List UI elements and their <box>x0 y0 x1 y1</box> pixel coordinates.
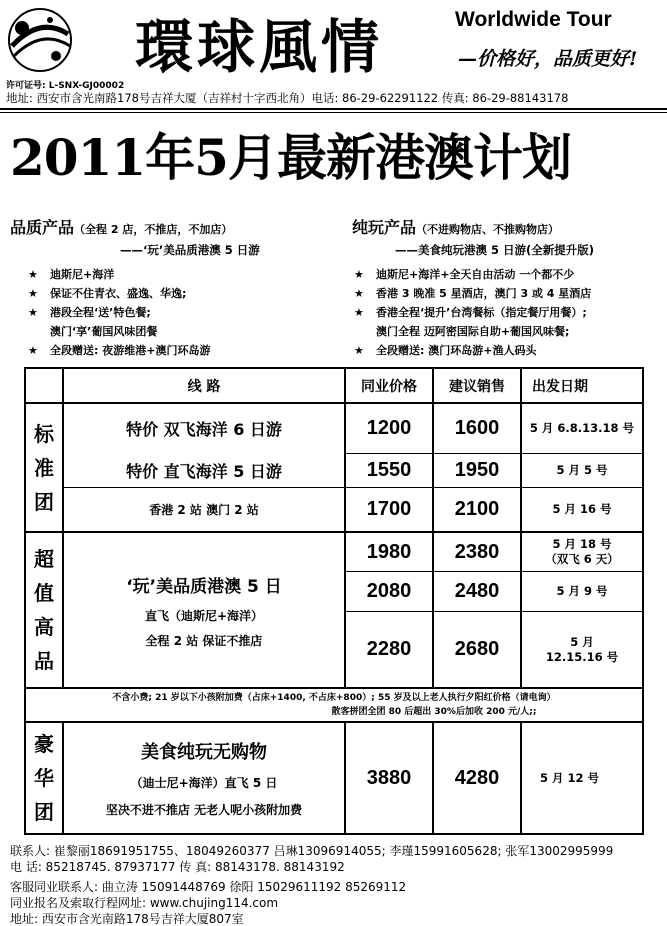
group-premium-label: 超值高品 <box>34 547 54 673</box>
list-item <box>354 304 591 323</box>
feature-text: 香港全程‘提升’台湾餐标（指定餐厅用餐）; <box>376 306 587 319</box>
group-standard <box>26 404 62 531</box>
list-item <box>28 304 210 323</box>
feature-text: 迪斯尼+海洋 <box>50 268 115 281</box>
luxury-route-line3: 坚决不进不推店 无老人呢小孩附加费 <box>105 803 303 817</box>
peer-price: 1980 <box>366 540 412 563</box>
peer-price: 3880 <box>366 766 412 789</box>
date-note: 12.15.16 号 <box>545 649 619 664</box>
feature-text: 澳门‘享’葡国风味团餐 <box>50 325 158 338</box>
date-line: 5 月 <box>570 634 594 649</box>
group-standard-label: 标准团 <box>34 421 54 514</box>
route-luxury <box>64 723 344 833</box>
peer-price: 1200 <box>366 417 412 439</box>
note-line-1: 不含小费; 21 岁以下小孩附加费（占床+1400, 不占床+800）; 55 岁及以上老人执行夕阳红价格（请电询） <box>112 693 556 703</box>
left-col-title-text: 品质产品 <box>10 218 75 237</box>
header-divider <box>0 108 667 110</box>
left-col-title-note: （全程 2 店，不推店，不加店） <box>74 223 233 236</box>
slogan: —价格好，品质更好! <box>458 48 638 70</box>
footer-service: 客服同业联系人: 曲立涛 15091448769 徐阳 15029611192 85269112 <box>10 880 407 894</box>
retail-price: 4280 <box>454 766 500 789</box>
route-premium <box>64 533 344 687</box>
header-retail-price: 建议销售 <box>449 378 505 395</box>
main-title: 2011年5月最新港澳计划 <box>10 128 571 187</box>
star-icon: ★ <box>28 287 38 300</box>
header-divider-thin <box>0 112 667 113</box>
route-standard-1: 特价 双飞海洋 6 日游 <box>126 420 282 439</box>
departure-date: 5 月 12 号 <box>540 770 600 785</box>
departure-date: 5 月 5 号 <box>556 463 608 477</box>
left-feature-list <box>28 266 210 361</box>
header-address: 地址: 西安市含光南路178号吉祥大厦（吉祥村十字西北角）电话: 86-29-62291122 传真: 86-29-88143178 <box>6 91 569 105</box>
retail-price: 2100 <box>454 498 500 520</box>
header-peer-price: 同业价格 <box>361 378 417 395</box>
retail-price: 1600 <box>454 417 500 439</box>
list-item <box>28 266 210 285</box>
departure-date: 5 月 16 号 <box>552 502 612 516</box>
peer-price: 1700 <box>366 498 412 520</box>
list-item <box>28 342 210 361</box>
departure-date: 5 月 9 号 <box>556 584 608 598</box>
list-item <box>28 285 210 304</box>
feature-text: 澳门全程 迈阿密国际自助+葡国风味餐; <box>376 325 570 338</box>
feature-text: 全段赠送: 夜游维港+澳门环岛游 <box>50 344 211 357</box>
right-col-subhead: ——美食纯玩港澳 5 日游(全新提升版) <box>395 243 595 257</box>
star-icon: ★ <box>28 344 38 357</box>
departure-date <box>522 533 642 571</box>
retail-price: 2680 <box>454 638 500 660</box>
left-col-title <box>10 215 232 238</box>
star-icon: ★ <box>354 287 364 300</box>
globe-logo-icon <box>6 6 74 74</box>
note-line-2: 散客拼团全团 80 后超出 30%后加收 200 元/人;; <box>331 707 537 717</box>
footer-contacts: 联系人: 崔黎丽18691951755、18049260377 吕琳13096914055; 李瑾15991605628; 张军13002995999 <box>10 844 614 858</box>
peer-price: 2280 <box>366 638 412 660</box>
footer-address: 地址: 西安市含光南路178号吉祥大厦807室 <box>10 912 244 926</box>
brand-name-en: Worldwide Tour <box>455 8 612 31</box>
right-feature-list <box>354 266 591 361</box>
feature-text: 保证不住青衣、盛逸、华逸; <box>50 287 187 300</box>
star-icon: ★ <box>28 268 38 281</box>
departure-date: 5 月 6.8.13.18 号 <box>529 421 635 435</box>
list-item <box>354 323 591 342</box>
departure-date <box>522 612 642 687</box>
retail-price: 2480 <box>454 580 500 602</box>
list-item <box>28 323 210 342</box>
header-route: 线 路 <box>187 378 221 395</box>
footer-website: 同业报名及索取行程网址: www.chujing114.com <box>10 896 279 910</box>
license-number: 许可证号: L-SNX-GJ00002 <box>6 81 125 91</box>
list-item <box>354 342 591 361</box>
feature-text: 迪斯尼+海洋+全天自由活动 一个都不少 <box>376 268 575 281</box>
feature-text: 全段赠送: 澳门环岛游+渔人码头 <box>376 344 537 357</box>
route-standard-3: 香港 2 站 澳门 2 站 <box>149 503 259 517</box>
luxury-route-line2: （迪士尼+海洋）直飞 5 日 <box>130 776 278 790</box>
date-note: （双飞 6 天） <box>545 552 619 566</box>
right-col-title <box>352 215 559 238</box>
table-notes <box>26 689 642 721</box>
peer-price: 2080 <box>366 580 412 602</box>
header-departure-date: 出发日期 <box>532 378 588 395</box>
right-col-title-text: 纯玩产品 <box>352 218 417 237</box>
list-item <box>354 285 591 304</box>
premium-route-line3: 全程 2 站 保证不推店 <box>145 633 263 648</box>
peer-price: 1550 <box>366 459 412 481</box>
group-luxury <box>26 723 62 833</box>
brand-name-cn: 環球風情 <box>135 13 384 81</box>
feature-text: 港段全程‘送’特色餐; <box>50 306 151 319</box>
route-standard-2: 特价 直飞海洋 5 日游 <box>126 462 282 481</box>
group-luxury-label: 豪华团 <box>34 732 54 824</box>
star-icon: ★ <box>354 306 364 319</box>
date-line: 5 月 18 号 <box>552 537 612 551</box>
footer-phone: 电 话: 85218745. 87937177 传 真: 88143178. 88143192 <box>10 860 345 874</box>
premium-route-title: ‘玩’美品质港澳 5 日 <box>126 576 282 597</box>
right-col-title-note: （不进购物店、不推购物店） <box>416 223 560 236</box>
feature-text: 香港 3 晚准 5 星酒店，澳门 3 或 4 星酒店 <box>376 287 592 300</box>
luxury-route-title: 美食纯玩无购物 <box>141 742 267 763</box>
group-premium <box>26 533 62 687</box>
star-icon: ★ <box>28 306 38 319</box>
premium-route-line2: 直飞（迪斯尼+海洋） <box>144 608 264 623</box>
left-col-subhead: ——‘玩’美品质港澳 5 日游 <box>120 243 260 257</box>
retail-price: 2380 <box>454 540 500 563</box>
star-icon: ★ <box>354 268 364 281</box>
retail-price: 1950 <box>454 459 500 481</box>
list-item <box>354 266 591 285</box>
price-table <box>24 367 644 835</box>
star-icon: ★ <box>354 344 364 357</box>
